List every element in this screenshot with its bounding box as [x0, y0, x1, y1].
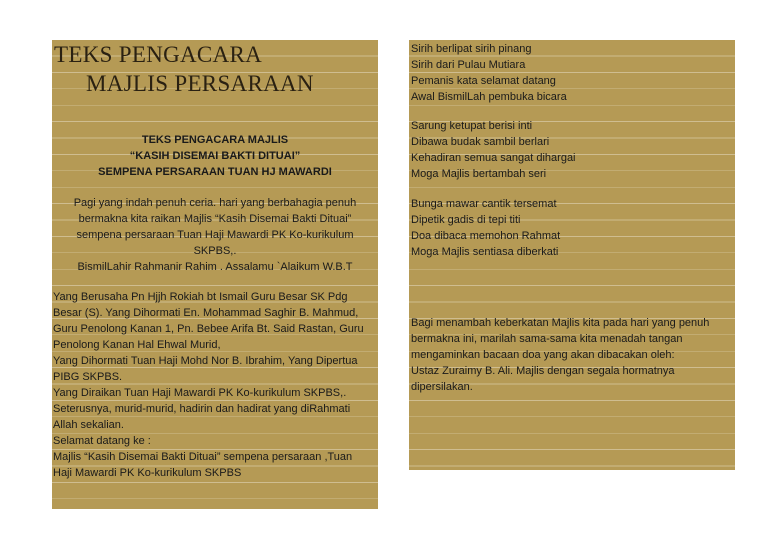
- body-line: Allah sekalian.: [53, 419, 124, 431]
- body-line: Selamat datang ke :: [53, 435, 151, 447]
- intro-line: Pagi yang indah penuh ceria. hari yang berbahagia penuh: [73, 197, 357, 209]
- verse-line: Bunga mawar cantik tersemat: [411, 198, 557, 210]
- verse-line: Pemanis kata selamat datang: [411, 75, 556, 87]
- body-line: Majlis “Kasih Disemai Bakti Dituai” sempena persaraan ,Tuan: [53, 451, 353, 463]
- verse-line: Dibawa budak sambil berlari: [411, 136, 550, 148]
- body-line: Haji Mawardi PK Ko-kurikulum SKPBS: [53, 467, 242, 479]
- intro-line: SKPBS,.: [193, 245, 237, 257]
- title-line-1: TEKS PENGACARA: [54, 42, 263, 67]
- intro-line: BismilLahir Rahmanir Rahim . Assalamu `Alaikum W.B.T: [77, 261, 353, 273]
- body-line: Penolong Kanan Hal Ehwal Murid,: [53, 339, 221, 351]
- verse-line: Sirih berlipat sirih pinang: [411, 43, 532, 55]
- body-line: Yang Dihormati Tuan Haji Mohd Nor B. Ibrahim, Yang Dipertua: [53, 355, 358, 367]
- closing-paragraph: [411, 315, 709, 395]
- title-line-2: MAJLIS PERSARAAN: [86, 71, 314, 96]
- verse-line: Moga Majlis bertambah seri: [411, 168, 547, 180]
- subtitle-line-1: TEKS PENGACARA MAJLIS: [141, 134, 289, 146]
- closing-line: dipersilakan.: [411, 381, 473, 393]
- subtitle-line-3: SEMPENA PERSARAAN TUAN HJ MAWARDI: [98, 166, 332, 178]
- pantun-verse-2: [411, 118, 576, 182]
- right-page-panel: [409, 40, 735, 470]
- left-page-panel: [52, 40, 378, 509]
- body-line: Yang Diraikan Tuan Haji Mawardi PK Ko-kurikulum SKPBS,.: [53, 387, 347, 399]
- body-line: PIBG SKPBS.: [53, 371, 123, 383]
- closing-line: mengaminkan bacaan doa yang akan dibacakan oleh:: [411, 349, 675, 361]
- verse-line: Dipetik gadis di tepi titi: [411, 214, 521, 226]
- intro-line: sempena persaraan Tuan Haji Mawardi PK Ko-kurikulum: [76, 229, 354, 241]
- closing-line: Bagi menambah keberkatan Majlis kita pada hari yang penuh: [411, 317, 710, 329]
- verse-line: Kehadiran semua sangat dihargai: [411, 152, 576, 164]
- body-line: Guru Penolong Kanan 1, Pn. Bebee Arifa Bt. Said Rastan, Guru: [53, 323, 364, 335]
- subtitle-line-2: “KASIH DISEMAI BAKTI DITUAI”: [129, 150, 301, 162]
- intro-line: bermakna kita raikan Majlis “Kasih Disemai Bakti Dituai”: [78, 213, 352, 225]
- closing-line: bermakna ini, marilah sama-sama kita menadah tangan: [411, 333, 683, 345]
- pantun-verse-1: [411, 41, 567, 105]
- verse-line: Sarung ketupat berisi inti: [411, 120, 533, 132]
- verse-line: Awal BismilLah pembuka bicara: [411, 91, 567, 103]
- body-line: Besar (S). Yang Dihormati En. Mohammad Saghir B. Mahmud,: [53, 307, 359, 319]
- verse-line: Sirih dari Pulau Mutiara: [411, 59, 526, 71]
- greeting-paragraph: [53, 289, 364, 481]
- closing-line: Ustaz Zuraimy B. Ali. Majlis dengan segala hormatnya: [411, 365, 675, 377]
- verse-line: Doa dibaca memohon Rahmat: [411, 230, 561, 242]
- body-line: Yang Berusaha Pn Hjjh Rokiah bt Ismail Guru Besar SK Pdg: [53, 291, 348, 303]
- verse-line: Moga Majlis sentiasa diberkati: [411, 246, 559, 258]
- pantun-verse-3: [411, 196, 560, 260]
- body-line: Seterusnya, murid-murid, hadirin dan hadirat yang diRahmati: [53, 403, 351, 415]
